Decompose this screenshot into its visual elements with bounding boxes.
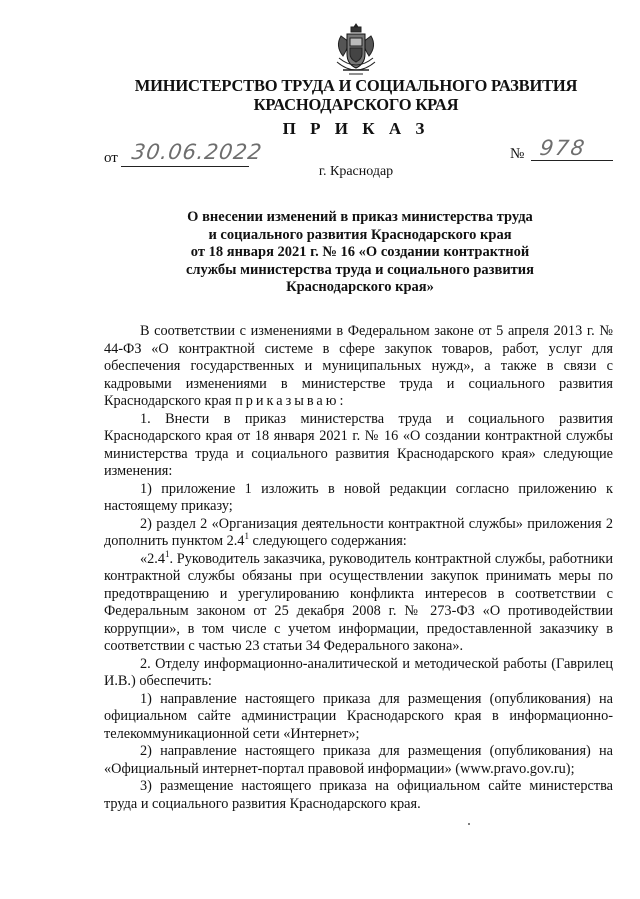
quoted-clause-superscript: 1 (165, 548, 170, 559)
item-1: 1. Внести в приказ министерства труда и социального развития Краснодарского края от 18 января 2021 г. № 16 «О создании контрактной службы министерства труда и социального развития Краснодарского края» следующие изменения: (104, 410, 613, 479)
quoted-clause (104, 548, 613, 656)
title-line: и социального развития Краснодарского края (208, 226, 512, 243)
ministry-name (100, 76, 612, 114)
scan-speck (468, 823, 470, 825)
ministry-name-line2: КРАСНОДАРСКОГО КРАЯ (253, 95, 459, 114)
ministry-name-line1: МИНИСТЕРСТВО ТРУДА И СОЦИАЛЬНОГО РАЗВИТИЯ (134, 76, 578, 95)
item-2-3: 3) размещение настоящего приказа на официальном сайте министерства труда и социального развития Краснодарского края. (104, 778, 613, 812)
item-1-2 (104, 516, 613, 551)
title-line: О внесении изменений в приказ министерства труда (187, 209, 533, 225)
item-1-1: 1) приложение 1 изложить в новой редакции согласно приложению к настоящему приказу; (104, 480, 613, 514)
orders-word: приказываю: (235, 393, 347, 409)
document-type: П Р И К А З (282, 119, 430, 138)
city: г. Краснодар (318, 164, 394, 179)
title-line: службы министерства труда и социального развития (185, 261, 535, 278)
item-2-1: 1) направление настоящего приказа для размещения (опубликования) на официальном сайте администрации Краснодарского края в информационно-телекоммуникационной сети «Интернет»; (104, 690, 613, 742)
handwritten-number: 978 (538, 136, 588, 160)
quoted-clause-number: «2.4 (140, 550, 166, 567)
item-1-2-tail: следующего содержания: (248, 533, 407, 549)
title-line: от 18 января 2021 г. № 16 «О создании контрактной (190, 244, 530, 260)
item-1-2-superscript: 1 (244, 531, 249, 542)
order-body (104, 323, 613, 813)
item-1-2-text: 2) раздел 2 «Организация деятельности контрактной службы» приложения 2 дополнить пунктом 2.4 (104, 515, 613, 549)
item-2: 2. Отделу информационно-аналитической и методической работы (Гаврилец И.В.) обеспечить: (104, 655, 613, 689)
order-title (140, 209, 580, 297)
intro-text: В соответствии с изменениями в Федеральном законе от 5 апреля 2013 г. № 44-ФЗ «О контрактной системе в сфере закупок товаров, работ, услуг для обеспечения государственных и муниципальных нужд», а также в связи с кадровыми изменениями в министерстве труда и социального развития Краснодарского края (104, 323, 613, 409)
number-underline (531, 160, 613, 161)
quoted-clause-text: . Руководитель заказчика, руководитель контрактной службы, работники контрактной службы обязаны при осуществлении закупок принимать меры по предотвращению и урегулированию конфликта интересов в соответствии с Федеральным законом от 25 декабря 2008 г. № 273-ФЗ «О противодействии коррупции», в том числе с учетом информации, предоставленной заказчику в соответствии с частью 23 статьи 34 Федерального закона». (104, 550, 613, 654)
date-label: от (104, 150, 118, 166)
title-line: Краснодарского края» (286, 279, 434, 295)
intro-paragraph (104, 323, 613, 411)
handwritten-date: 30.06.2022 (130, 140, 264, 164)
number-label: № (510, 146, 525, 162)
item-2-2: 2) направление настоящего приказа для размещения (опубликования) на «Официальный интернет-портал правовой информации» (www.pravo.gov.ru); (104, 743, 613, 777)
coat-of-arms-icon (333, 22, 379, 78)
